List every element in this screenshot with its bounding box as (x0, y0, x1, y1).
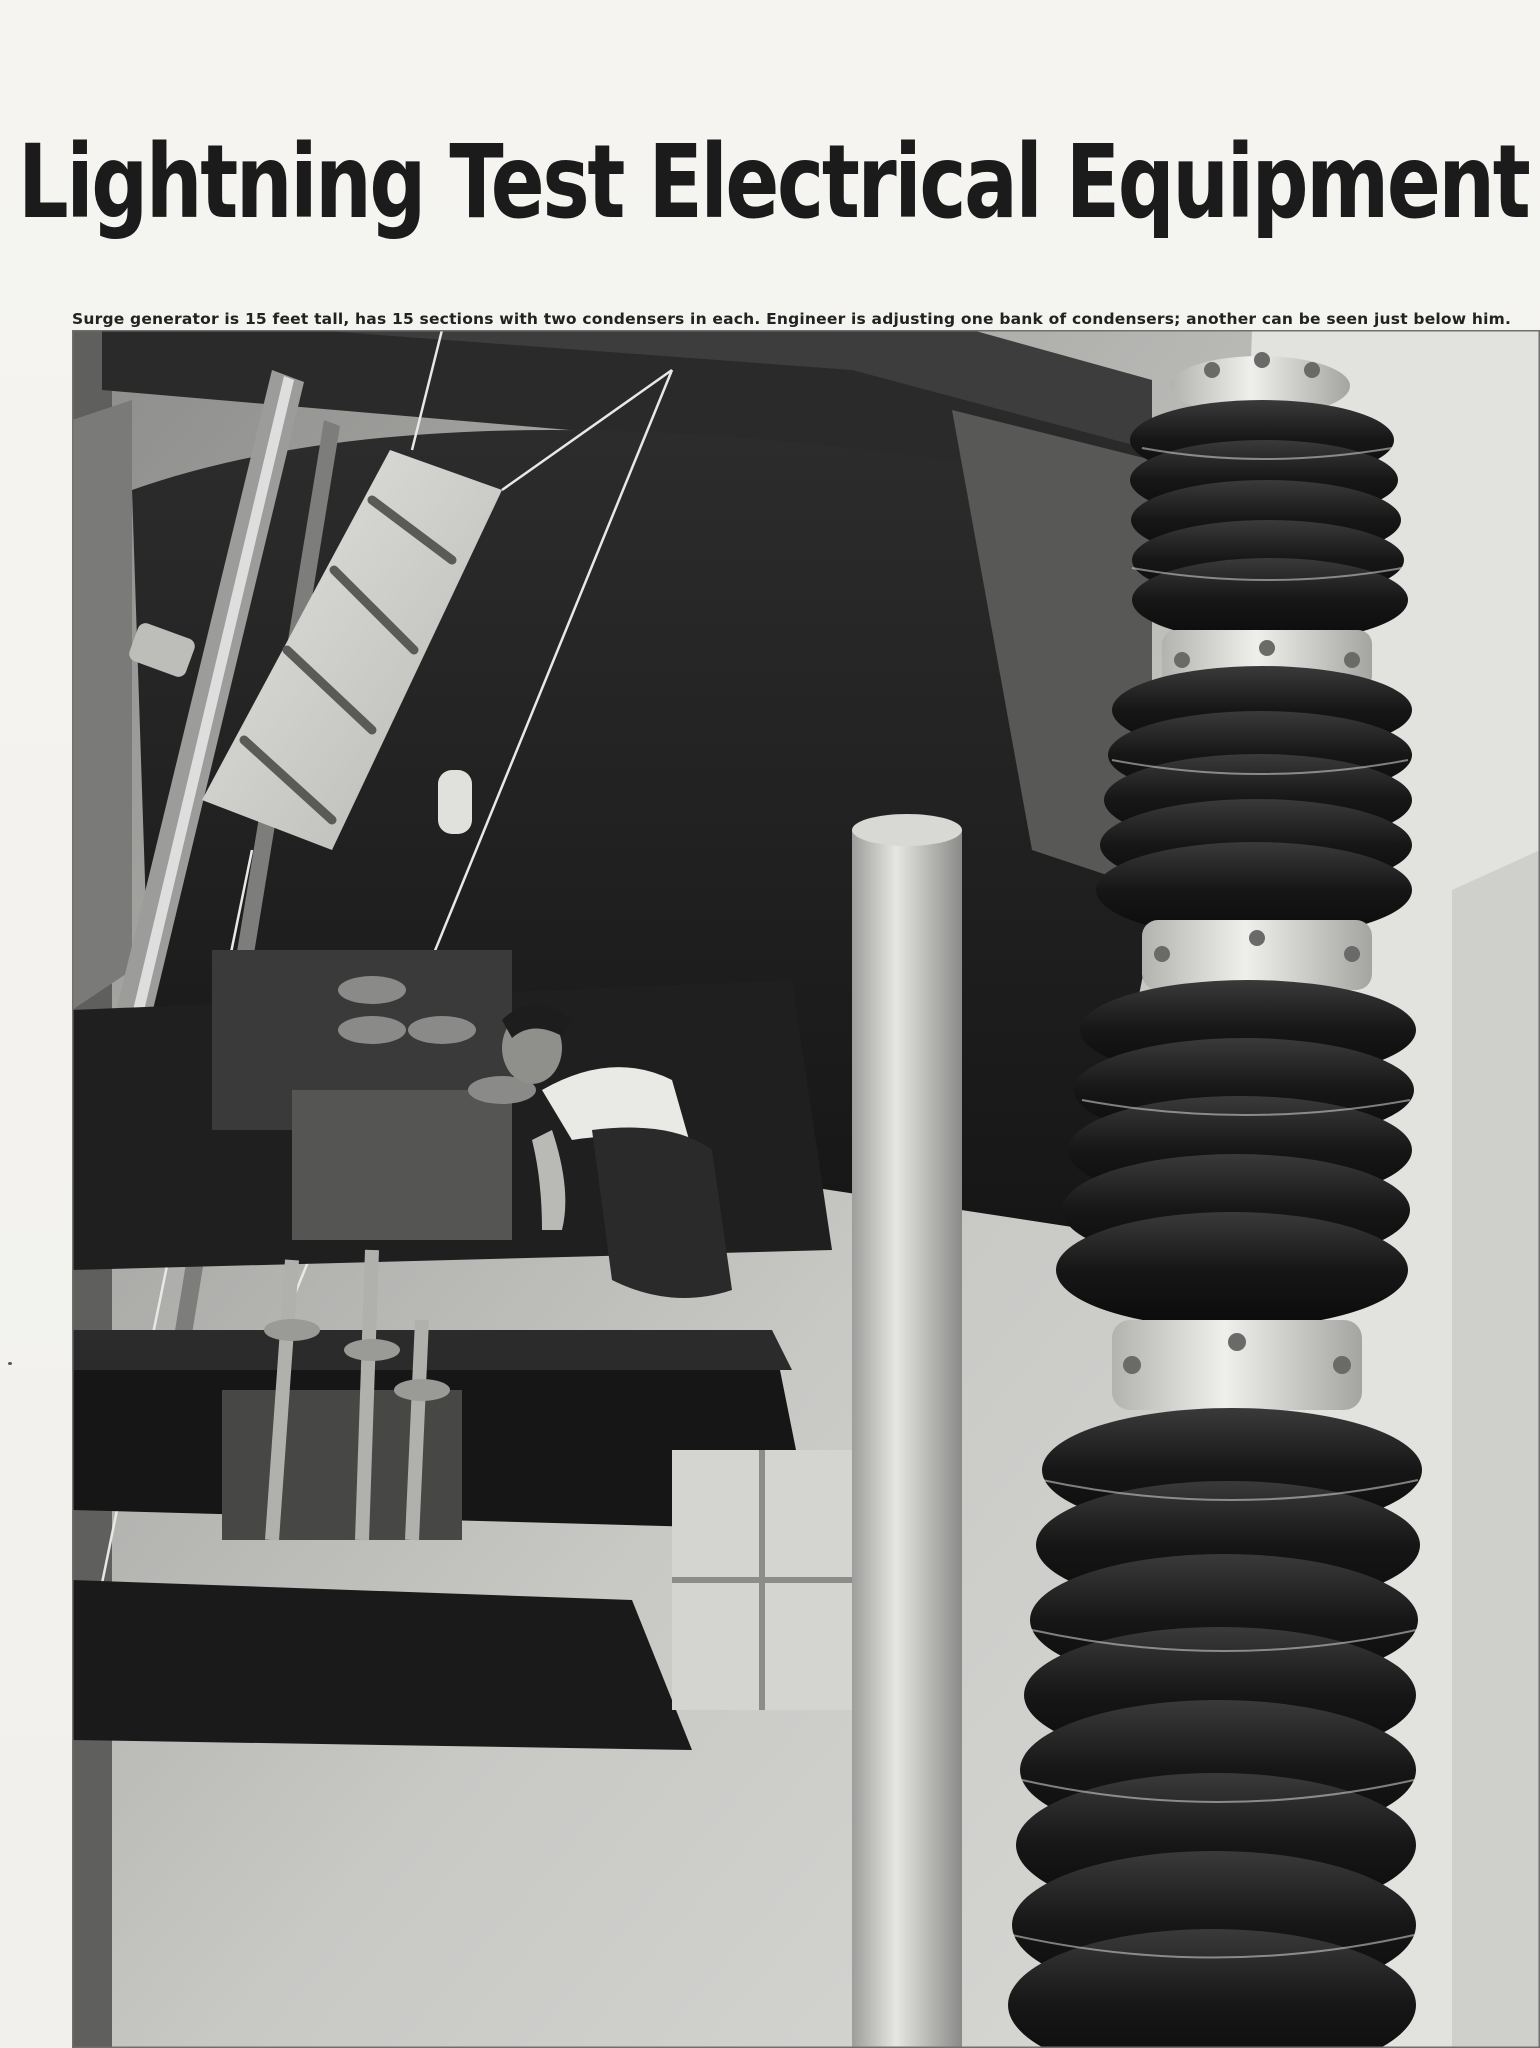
page-smudge (8, 1362, 12, 1365)
headline: Lightning Test Electrical Equipment (18, 123, 1529, 242)
photo-caption: Surge generator is 15 feet tall, has 15 sections with two condensers in each. Engineer is adjusting one bank of condensers; another can be seen just below him. (72, 310, 1512, 328)
photo-illustration (72, 330, 1540, 2048)
surge-generator-photo (72, 330, 1540, 2048)
